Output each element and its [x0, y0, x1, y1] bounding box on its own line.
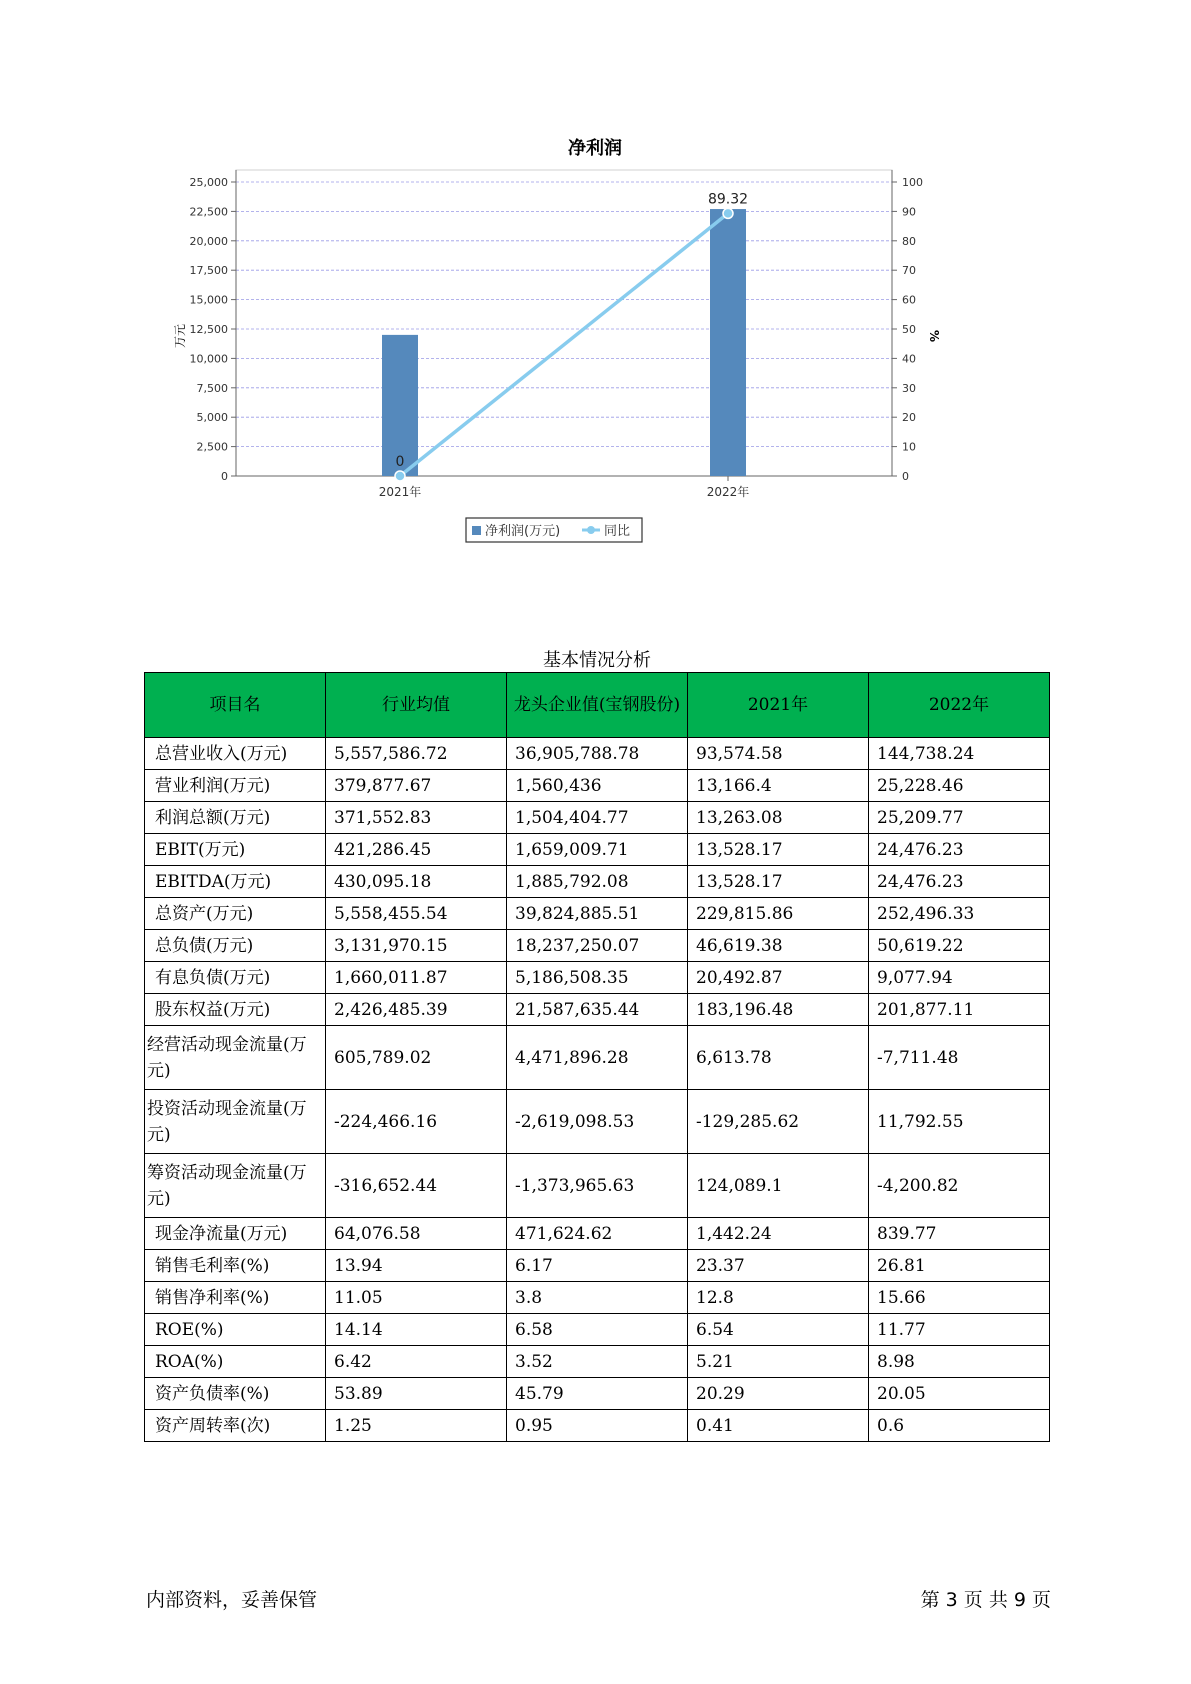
y2-tick-label: 40 [902, 352, 916, 366]
value-cell: 15.66 [869, 1282, 1050, 1314]
value-cell: 2,426,485.39 [326, 994, 507, 1026]
table-row [145, 1314, 1050, 1346]
legend-line-marker [587, 526, 595, 534]
row-label-cell: 销售毛利率(%) [145, 1250, 326, 1282]
value-cell: 45.79 [507, 1378, 688, 1410]
table-row [145, 898, 1050, 930]
value-cell: 11,792.55 [869, 1090, 1050, 1154]
table-row [145, 930, 1050, 962]
row-label-cell: 利润总额(万元) [145, 802, 326, 834]
value-cell: 23.37 [688, 1250, 869, 1282]
row-label-cell: 销售净利率(%) [145, 1282, 326, 1314]
chart-legend [466, 518, 642, 542]
y-tick-label: 10,000 [189, 352, 228, 366]
table-row [145, 834, 1050, 866]
value-cell: 379,877.67 [326, 770, 507, 802]
value-cell: 46,619.38 [688, 930, 869, 962]
y2-tick-label: 30 [902, 381, 916, 395]
value-cell: -2,619,098.53 [507, 1090, 688, 1154]
table-title: 基本情况分析 [543, 650, 651, 671]
table-row [145, 1090, 1050, 1154]
bar [710, 209, 746, 476]
value-cell: 11.77 [869, 1314, 1050, 1346]
row-label-cell: 总负债(万元) [145, 930, 326, 962]
footer-confidential-note: 内部资料，妥善保管 [146, 1589, 318, 1611]
value-cell: 13,528.17 [688, 834, 869, 866]
value-cell: -316,652.44 [326, 1154, 507, 1218]
value-cell: 1,885,792.08 [507, 866, 688, 898]
value-cell: 39,824,885.51 [507, 898, 688, 930]
table-row [145, 802, 1050, 834]
y-tick-label: 5,000 [196, 411, 228, 425]
value-cell: 183,196.48 [688, 994, 869, 1026]
header-cell: 2021年 [688, 673, 869, 738]
value-cell: 18,237,250.07 [507, 930, 688, 962]
y2-tick-label: 50 [902, 323, 916, 336]
value-cell: 1,560,436 [507, 770, 688, 802]
x-tick-label: 2022年 [706, 485, 750, 499]
y-tick-label: 12,500 [189, 323, 228, 336]
table-row [145, 962, 1050, 994]
row-label-cell: ROE(%) [145, 1314, 326, 1346]
value-cell: 252,496.33 [869, 898, 1050, 930]
value-cell: 64,076.58 [326, 1218, 507, 1250]
table-body [145, 738, 1050, 1442]
row-label-cell: 筹资活动现金流量(万元) [145, 1154, 326, 1218]
value-cell: -1,373,965.63 [507, 1154, 688, 1218]
table-row [145, 1218, 1050, 1250]
basic-analysis-table [144, 672, 1050, 1442]
row-label-cell: 资产周转率(次) [145, 1410, 326, 1442]
y2-tick-label: 100 [902, 176, 923, 189]
value-cell: 12.8 [688, 1282, 869, 1314]
value-cell: 93,574.58 [688, 738, 869, 770]
value-cell: 471,624.62 [507, 1218, 688, 1250]
net-profit-chart [170, 130, 1010, 600]
line-series [395, 208, 733, 481]
value-cell: 430,095.18 [326, 866, 507, 898]
footer-page-number: 第 3 页 共 9 页 [920, 1589, 1051, 1611]
header-cell: 项目名 [145, 673, 326, 738]
y-axis-label: 万元 [173, 323, 187, 349]
row-label-cell: 总资产(万元) [145, 898, 326, 930]
y-tick-label: 0 [221, 470, 228, 483]
value-cell: 5,557,586.72 [326, 738, 507, 770]
y-tick-label: 25,000 [189, 176, 228, 189]
table-header-row [145, 673, 1050, 738]
table-row [145, 866, 1050, 898]
value-cell: 26.81 [869, 1250, 1050, 1282]
row-label-cell: 股东权益(万元) [145, 994, 326, 1026]
value-cell: 421,286.45 [326, 834, 507, 866]
value-cell: 144,738.24 [869, 738, 1050, 770]
row-label-cell: 总营业收入(万元) [145, 738, 326, 770]
table-row [145, 1282, 1050, 1314]
y2-tick-label: 10 [902, 440, 916, 454]
y-tick-label: 22,500 [189, 205, 228, 219]
legend-bar-label: 净利润(万元) [485, 524, 561, 539]
value-cell: 0.95 [507, 1410, 688, 1442]
value-cell: 25,209.77 [869, 802, 1050, 834]
table-row [145, 1346, 1050, 1378]
value-cell: 50,619.22 [869, 930, 1050, 962]
value-cell: -7,711.48 [869, 1026, 1050, 1090]
header-cell: 2022年 [869, 673, 1050, 738]
table-row [145, 1378, 1050, 1410]
data-labels [396, 191, 749, 470]
y2-tick-label: 0 [902, 470, 909, 483]
value-cell: -129,285.62 [688, 1090, 869, 1154]
y2-tick-label: 20 [902, 411, 916, 425]
row-label-cell: ROA(%) [145, 1346, 326, 1378]
line-series-path [400, 213, 728, 476]
value-cell: -224,466.16 [326, 1090, 507, 1154]
y-tick-label: 20,000 [189, 234, 228, 248]
value-cell: 229,815.86 [688, 898, 869, 930]
plot-frame [236, 170, 892, 476]
table-row [145, 738, 1050, 770]
value-cell: 6.42 [326, 1346, 507, 1378]
y2-axis-label: % [927, 329, 941, 343]
value-cell: 13.94 [326, 1250, 507, 1282]
value-cell: 3.8 [507, 1282, 688, 1314]
row-label-cell: EBIT(万元) [145, 834, 326, 866]
chart-title: 净利润 [568, 138, 622, 159]
value-cell: 14.14 [326, 1314, 507, 1346]
value-cell: 24,476.23 [869, 866, 1050, 898]
value-cell: 9,077.94 [869, 962, 1050, 994]
y2-tick-label: 80 [902, 234, 916, 248]
value-cell: 1,504,404.77 [507, 802, 688, 834]
table-row [145, 994, 1050, 1026]
y2-tick-label: 60 [902, 293, 916, 307]
value-cell: 0.41 [688, 1410, 869, 1442]
value-cell: 6.58 [507, 1314, 688, 1346]
value-cell: 6.54 [688, 1314, 869, 1346]
value-cell: 1.25 [326, 1410, 507, 1442]
x-tick-label: 2021年 [378, 485, 422, 499]
value-cell: 24,476.23 [869, 834, 1050, 866]
legend-line-label: 同比 [604, 524, 631, 539]
table-row [145, 1026, 1050, 1090]
data-label: 0 [395, 454, 405, 470]
y2-tick-label: 70 [902, 264, 916, 278]
value-cell: 20,492.87 [688, 962, 869, 994]
value-cell: 201,877.11 [869, 994, 1050, 1026]
value-cell: 21,587,635.44 [507, 994, 688, 1026]
data-label: 89.32 [707, 191, 749, 208]
grid-lines [236, 182, 892, 447]
value-cell: 36,905,788.78 [507, 738, 688, 770]
y-tick-label: 17,500 [189, 264, 228, 278]
value-cell: 4,471,896.28 [507, 1026, 688, 1090]
y2-tick-label: 90 [902, 205, 916, 219]
value-cell: 5,186,508.35 [507, 962, 688, 994]
y-tick-label: 2,500 [196, 440, 228, 454]
value-cell: 20.29 [688, 1378, 869, 1410]
value-cell: 839.77 [869, 1218, 1050, 1250]
value-cell: 1,442.24 [688, 1218, 869, 1250]
value-cell: 53.89 [326, 1378, 507, 1410]
value-cell: -4,200.82 [869, 1154, 1050, 1218]
table-row [145, 1154, 1050, 1218]
value-cell: 13,263.08 [688, 802, 869, 834]
row-label-cell: 现金净流量(万元) [145, 1218, 326, 1250]
value-cell: 1,659,009.71 [507, 834, 688, 866]
y-tick-label: 7,500 [196, 381, 228, 395]
value-cell: 8.98 [869, 1346, 1050, 1378]
value-cell: 1,660,011.87 [326, 962, 507, 994]
row-label-cell: 经营活动现金流量(万元) [145, 1026, 326, 1090]
legend-bar-swatch [472, 526, 481, 535]
row-label-cell: 有息负债(万元) [145, 962, 326, 994]
row-label-cell: 资产负债率(%) [145, 1378, 326, 1410]
value-cell: 3,131,970.15 [326, 930, 507, 962]
value-cell: 605,789.02 [326, 1026, 507, 1090]
value-cell: 6.17 [507, 1250, 688, 1282]
table-row [145, 1250, 1050, 1282]
row-label-cell: 营业利润(万元) [145, 770, 326, 802]
value-cell: 6,613.78 [688, 1026, 869, 1090]
value-cell: 11.05 [326, 1282, 507, 1314]
header-cell: 龙头企业值(宝钢股份) [507, 673, 688, 738]
value-cell: 13,528.17 [688, 866, 869, 898]
value-cell: 371,552.83 [326, 802, 507, 834]
row-label-cell: EBITDA(万元) [145, 866, 326, 898]
value-cell: 5,558,455.54 [326, 898, 507, 930]
line-point [723, 208, 733, 218]
table-row [145, 770, 1050, 802]
header-cell: 行业均值 [326, 673, 507, 738]
value-cell: 3.52 [507, 1346, 688, 1378]
row-label-cell: 投资活动现金流量(万元) [145, 1090, 326, 1154]
value-cell: 20.05 [869, 1378, 1050, 1410]
value-cell: 25,228.46 [869, 770, 1050, 802]
value-cell: 124,089.1 [688, 1154, 869, 1218]
value-cell: 0.6 [869, 1410, 1050, 1442]
line-point [395, 471, 405, 481]
table-row [145, 1410, 1050, 1442]
chart-canvas [170, 130, 1010, 600]
value-cell: 5.21 [688, 1346, 869, 1378]
y-tick-label: 15,000 [189, 293, 228, 307]
axes [190, 170, 924, 499]
value-cell: 13,166.4 [688, 770, 869, 802]
